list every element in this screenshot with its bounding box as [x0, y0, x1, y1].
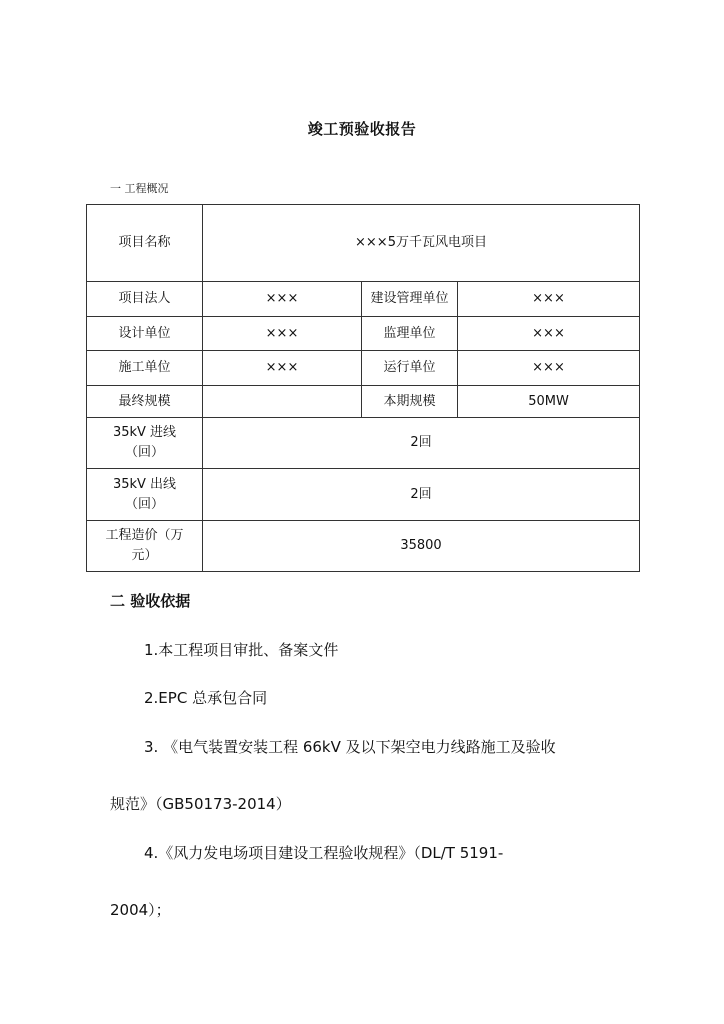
design-unit-value: ××× — [203, 317, 362, 351]
legal-entity-value: ××× — [203, 282, 362, 317]
project-cost-label — [87, 521, 203, 572]
project-name-value: ×××5万千瓦风电项目 — [203, 205, 640, 282]
supervision-unit-value: ××× — [458, 317, 640, 351]
page-title: 竣工预验收报告 — [307, 120, 417, 138]
construction-management-value: ××× — [458, 282, 640, 317]
table-row — [87, 282, 640, 317]
supervision-unit-label: 监理单位 — [362, 317, 458, 351]
project-name-label: 项目名称 — [87, 205, 203, 282]
design-unit-label: 设计单位 — [87, 317, 203, 351]
basis-item-4-line1: 4.《风力发电场项目建设工程验收规程》（DL/T 5191- — [144, 844, 504, 862]
project-cost-label-line2: 元） — [131, 548, 158, 563]
final-scale-label: 最终规模 — [87, 386, 203, 418]
construction-unit-label: 施工单位 — [87, 351, 203, 386]
basis-item-4-line2: 2004）； — [110, 901, 171, 919]
basis-item-3-line2: 规范》（GB50173-2014） — [110, 795, 291, 813]
outgoing-lines-label-line2: （回） — [124, 496, 164, 512]
construction-unit-value: ××× — [203, 351, 362, 386]
phase-scale-label: 本期规模 — [362, 386, 458, 418]
incoming-lines-label — [87, 418, 203, 469]
table-row — [87, 469, 640, 521]
final-scale-value — [203, 386, 362, 418]
table-row — [87, 418, 640, 469]
section-heading-overview: 一 工程概况 — [110, 182, 169, 195]
legal-entity-label: 项目法人 — [87, 282, 203, 317]
table-row — [87, 205, 640, 282]
operation-unit-value: ××× — [458, 351, 640, 386]
section-heading-acceptance-basis: 二 验收依据 — [110, 592, 191, 610]
project-overview-table — [86, 204, 640, 572]
basis-item-1: 1.本工程项目审批、备案文件 — [144, 641, 339, 659]
operation-unit-label: 运行单位 — [362, 351, 458, 386]
incoming-lines-value: 2回 — [203, 418, 640, 469]
basis-item-3-line1: 3. 《电气装置安装工程 66kV 及以下架空电力线路施工及验收 — [144, 738, 556, 756]
table-row — [87, 351, 640, 386]
construction-management-label: 建设管理单位 — [362, 282, 458, 317]
table-row — [87, 386, 640, 418]
phase-scale-value: 50MW — [458, 386, 640, 418]
table-row — [87, 317, 640, 351]
incoming-lines-label-line1: 35kV 进线 — [112, 425, 177, 440]
outgoing-lines-label-line1: 35kV 出线 — [112, 476, 177, 492]
project-cost-value: 35800 — [203, 521, 640, 572]
outgoing-lines-label — [87, 469, 203, 521]
incoming-lines-label-line2: （回） — [124, 445, 164, 460]
project-cost-label-line1: 工程造价（万 — [105, 528, 184, 543]
outgoing-lines-value: 2回 — [203, 469, 640, 521]
table-row — [87, 521, 640, 572]
basis-item-2: 2.EPC 总承包合同 — [144, 689, 268, 707]
